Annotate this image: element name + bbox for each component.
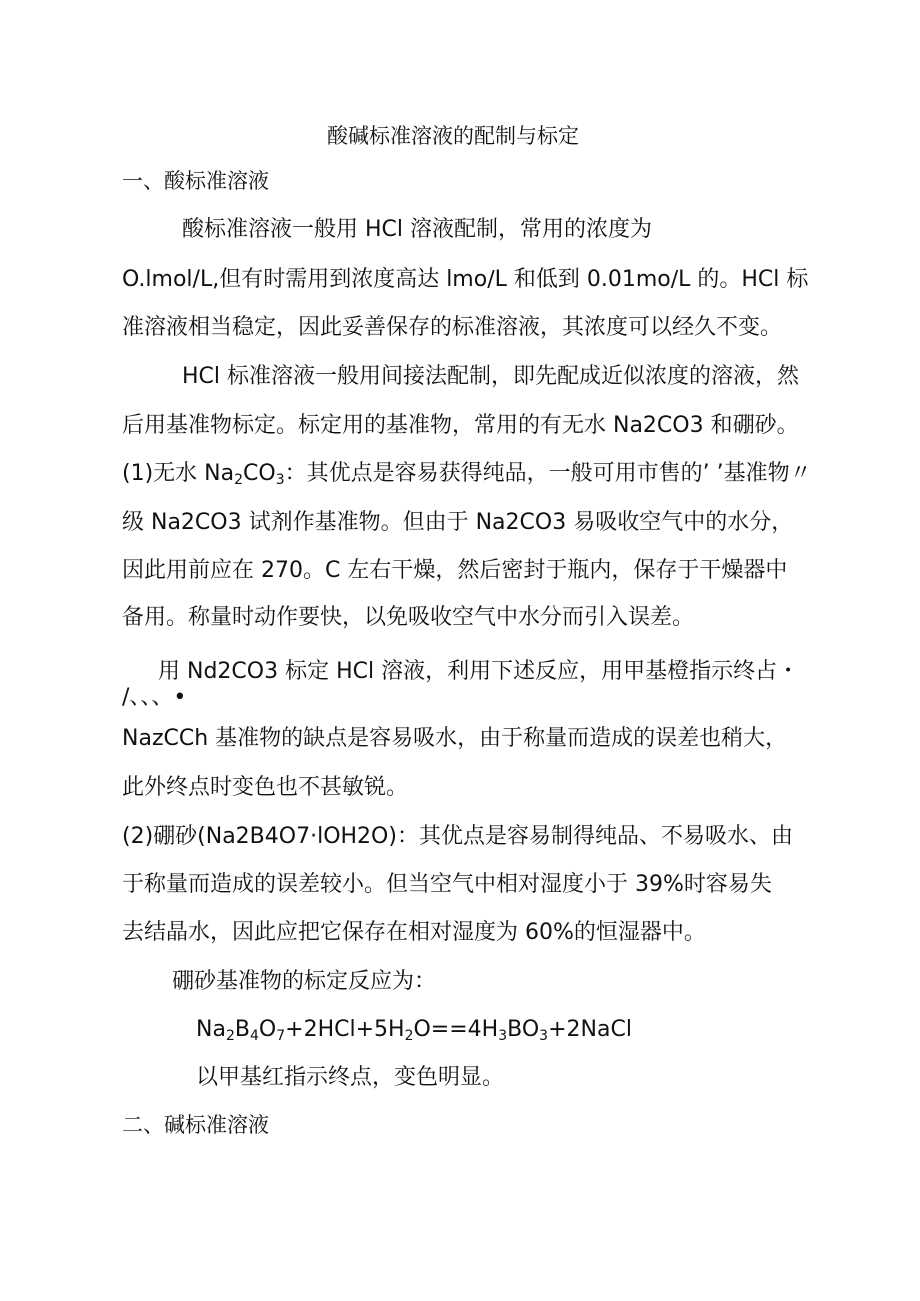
paragraph-line: 后用基准物标定。标定用的基准物，常用的有无水 Na2CO3 和硼砂。	[122, 413, 799, 438]
paragraph-line: 备用。称量时动作要快，以免吸收空气中水分而引入误差。	[122, 605, 695, 630]
paragraph-line: 级 Na2CO3 试剂作基准物。但由于 Na2CO3 易吸收空气中的水分，	[122, 510, 794, 535]
paragraph-line: 用 Nd2CO3 标定 HCl 溶液，利用下述反应，用甲基橙指示终占・	[158, 659, 800, 684]
paragraph-line: NazCCh 基准物的缺点是容易吸水，由于称量而造成的误差也稍大，	[122, 726, 788, 751]
paragraph-line: 因此用前应在 270。C 左右干燥，然后密封于瓶内，保存于干燥器中	[122, 558, 788, 583]
borax-reaction-equation: $Na_2B_4O_7+2HCl+5H_2O==4H_3BO_3+2NaCl$	[196, 1017, 632, 1044]
document-title: 酸碱标准溶液的配制与标定	[327, 124, 579, 148]
paragraph-line: 酸标准溶液一般用 HCl 溶液配制，常用的浓度为	[182, 217, 653, 242]
section-heading-acid: 一、酸标准溶液	[122, 169, 269, 193]
paragraph-line: 硼砂基准物的标定反应为：	[172, 969, 437, 994]
list-item-borax: (2)硼砂(Na2B4O7·lOH2O)：其优点是容易制得纯品、不易吸水、由	[122, 824, 793, 849]
paragraph-line: 以甲基红指示终点，变色明显。	[196, 1065, 505, 1090]
paragraph-line: 准溶液相当稳定，因此妥善保存的标准溶液，其浓度可以经久不变。	[122, 315, 783, 340]
paragraph-line: 此外终点时变色也不甚敏锐。	[122, 775, 409, 800]
paragraph-line: HCl 标准溶液一般用间接法配制，即先配成近似浓度的溶液，然	[182, 364, 800, 389]
paragraph-line: /、、、•	[122, 685, 187, 710]
section-heading-base: 二、碱标准溶液	[122, 1113, 269, 1137]
paragraph-line: 于称量而造成的误差较小。但当空气中相对湿度小于 39%时容易失	[122, 872, 772, 897]
paragraph-line: 去结晶水，因此应把它保存在相对湿度为 60%的恒湿器中。	[122, 920, 706, 945]
list-item-anhydrous-sodium-carbonate: (1)无水 $Na_2CO_3$：其优点是容易获得纯品，一般可用市售的’ ’基准物〃	[122, 461, 812, 488]
paragraph-line: O.lmol/L,但有时需用到浓度高达 lmo∕L 和低到 0.01mo∕L 的。HCl 标	[122, 267, 809, 292]
